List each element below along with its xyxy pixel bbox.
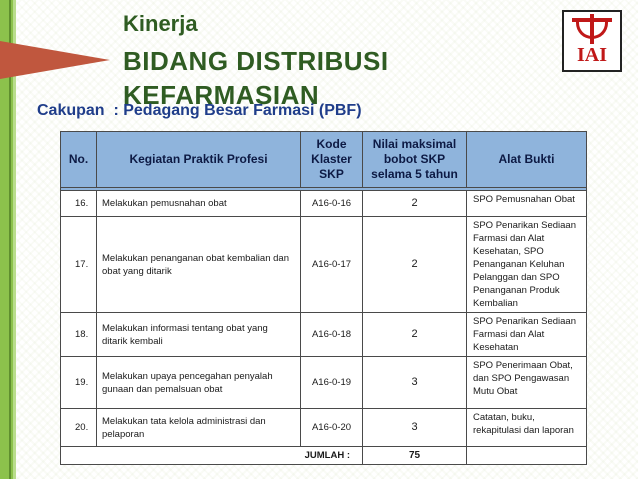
table-header-row: [61, 132, 587, 188]
cell-bobot: 2: [363, 313, 467, 357]
cell-kode: A16-0-16: [301, 191, 363, 217]
cell-kode: A16-0-18: [301, 313, 363, 357]
header-kegiatan: Kegiatan Praktik Profesi: [97, 132, 301, 188]
slide-title-line-1: Kinerja: [123, 11, 198, 36]
cell-kegiatan: Melakukan pemusnahan obat: [97, 191, 301, 217]
scope-text: Cakupan : Pedagang Besar Farmasi (PBF): [37, 102, 362, 119]
cell-no: 19.: [61, 357, 97, 409]
snake-icon: [590, 14, 594, 44]
cell-bukti: SPO Pemusnahan Obat: [467, 191, 587, 217]
cell-kegiatan: Melakukan informasi tentang obat yang ditarik kembali: [97, 313, 301, 357]
header-no: No.: [61, 132, 97, 188]
kinerja-table: [60, 131, 587, 465]
cell-kode: A16-0-20: [301, 409, 363, 447]
slide-title-line-3: KEFARMASIAN: [123, 80, 320, 110]
cell-bobot: 2: [363, 191, 467, 217]
header-bukti: Alat Bukti: [467, 132, 587, 188]
header-kode: Kode Klaster SKP: [301, 132, 363, 188]
table-row: [61, 357, 587, 409]
cell-bukti: Catatan, buku, rekapitulasi dan laporan: [467, 409, 587, 447]
cell-kegiatan: Melakukan tata kelola administrasi dan pelaporan: [97, 409, 301, 447]
total-empty-cell: [467, 447, 587, 465]
title-arrow-icon: [0, 41, 110, 79]
slide-title-line-2: BIDANG DISTRIBUSI: [123, 46, 389, 76]
cell-kode: A16-0-19: [301, 357, 363, 409]
cell-no: 20.: [61, 409, 97, 447]
cell-kode: A16-0-17: [301, 217, 363, 313]
table-row: [61, 313, 587, 357]
table-row: [61, 217, 587, 313]
table-row: [61, 409, 587, 447]
total-label: JUMLAH :: [61, 447, 363, 465]
cell-bobot: 3: [363, 409, 467, 447]
table-row: [61, 191, 587, 217]
cell-bobot: 3: [363, 357, 467, 409]
header-bobot: Nilai maksimal bobot SKP selama 5 tahun: [363, 132, 467, 188]
cell-bukti: SPO Penerimaan Obat, dan SPO Pengawasan Mutu Obat: [467, 357, 587, 409]
logo-text: IAI: [576, 44, 607, 66]
cell-bukti: SPO Penarikan Sediaan Farmasi dan Alat Kesehatan: [467, 313, 587, 357]
cell-bukti: SPO Penarikan Sediaan Farmasi dan Alat Kesehatan, SPO Penanganan Keluhan Pelanggan dan SPO Penanganan Produk Kembalian: [467, 217, 587, 313]
total-value: 75: [363, 447, 467, 465]
cell-no: 16.: [61, 191, 97, 217]
cell-kegiatan: Melakukan penanganan obat kembalian dan obat yang ditarik: [97, 217, 301, 313]
table-total-row: [61, 447, 587, 465]
cell-no: 18.: [61, 313, 97, 357]
iai-logo: [562, 10, 622, 72]
cell-no: 17.: [61, 217, 97, 313]
cell-bobot: 2: [363, 217, 467, 313]
kinerja-table-container: [60, 131, 586, 465]
cell-kegiatan: Melakukan upaya pencegahan penyalah gunaan dan pemalsuan obat: [97, 357, 301, 409]
